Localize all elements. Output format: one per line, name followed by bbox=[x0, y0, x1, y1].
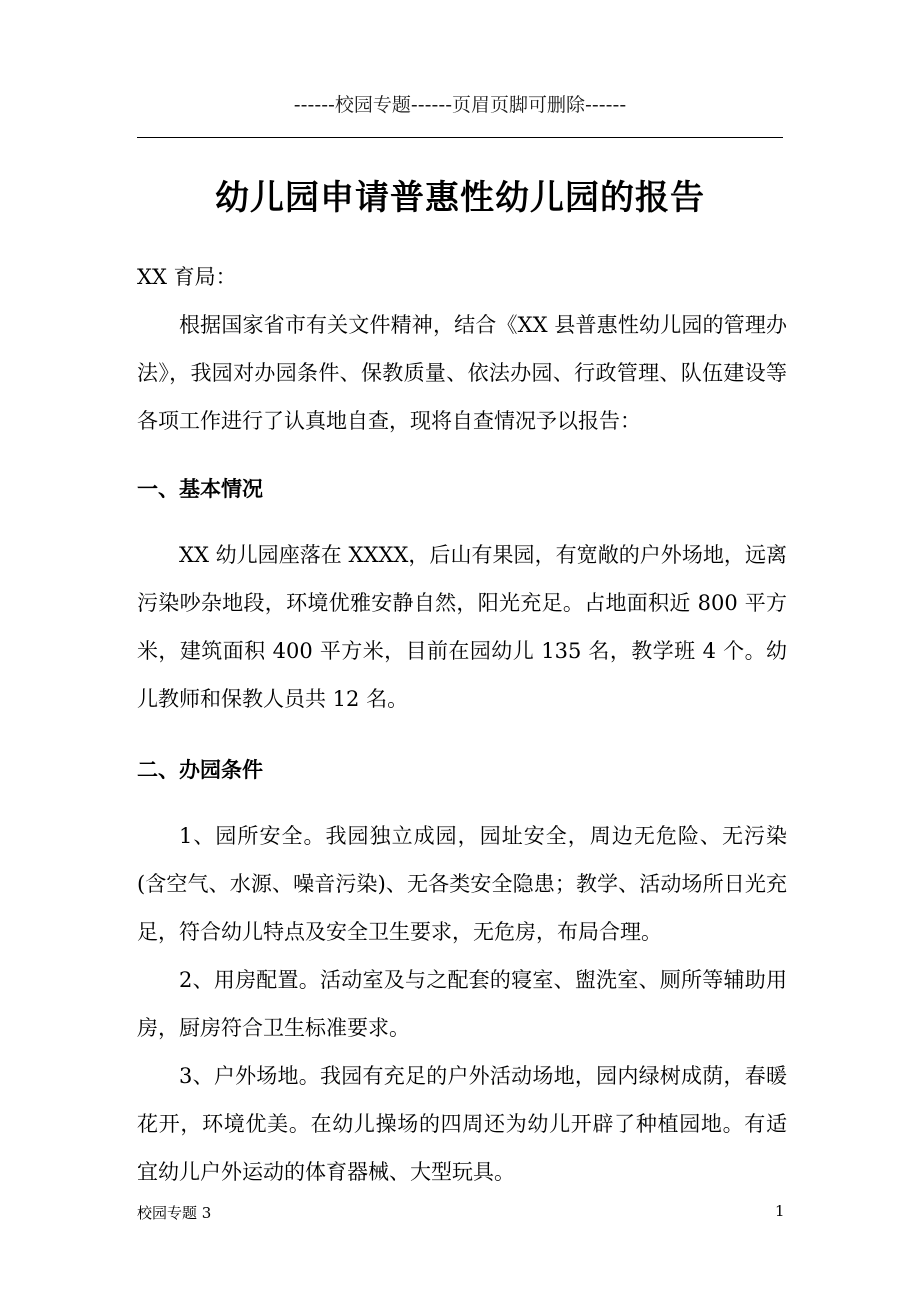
page-number: 1 bbox=[775, 1202, 785, 1220]
document-title: 幼儿园申请普惠性幼儿园的报告 bbox=[215, 178, 705, 218]
section1-heading: 一、基本情况 bbox=[137, 477, 263, 501]
section2-paragraph-3: 3、户外场地。我园有充足的户外活动场地，园内绿树成荫，春暖花开，环境优美。在幼儿操场的四周还为幼儿开辟了种植园地。有适宜幼儿户外运动的体育器械、大型玩具。 bbox=[137, 1064, 787, 1184]
intro-paragraph: 根据国家省市有关文件精神，结合《XX 县普惠性幼儿园的管理办法》，我园对办园条件、保教质量、依法办园、行政管理、队伍建设等各项工作进行了认真地自查，现将自查情况予以报告： bbox=[137, 313, 787, 433]
section2-paragraph-1: 1、园所安全。我园独立成园，园址安全，周边无危险、无污染(含空气、水源、噪音污染)、无各类安全隐患；教学、活动场所日光充足，符合幼儿特点及安全卫生要求，无危房，布局合理。 bbox=[137, 824, 787, 944]
footer-label: 校园专题 3 bbox=[137, 1204, 212, 1222]
section2-heading: 二、办园条件 bbox=[137, 758, 263, 782]
section1-body bbox=[137, 531, 787, 723]
page-header: ------校园专题------页眉页脚可删除------ bbox=[293, 94, 627, 116]
intro-paragraph-block bbox=[137, 301, 787, 445]
section1-paragraph: XX 幼儿园座落在 XXXX，后山有果园，有宽敞的户外场地，远离污染吵杂地段，环境优雅安静自然，阳光充足。占地面积近 800 平方米，建筑面积 400 平方米，目前在园幼儿 135 名，教学班 4 个。幼儿教师和保教人员共 12 名。 bbox=[137, 543, 787, 711]
section2-paragraph-2: 2、用房配置。活动室及与之配套的寝室、盥洗室、厕所等辅助用房，厨房符合卫生标准要求。 bbox=[137, 968, 787, 1040]
header-divider bbox=[137, 137, 783, 138]
section2-body bbox=[137, 812, 787, 1196]
salutation: XX 育局： bbox=[137, 265, 237, 289]
